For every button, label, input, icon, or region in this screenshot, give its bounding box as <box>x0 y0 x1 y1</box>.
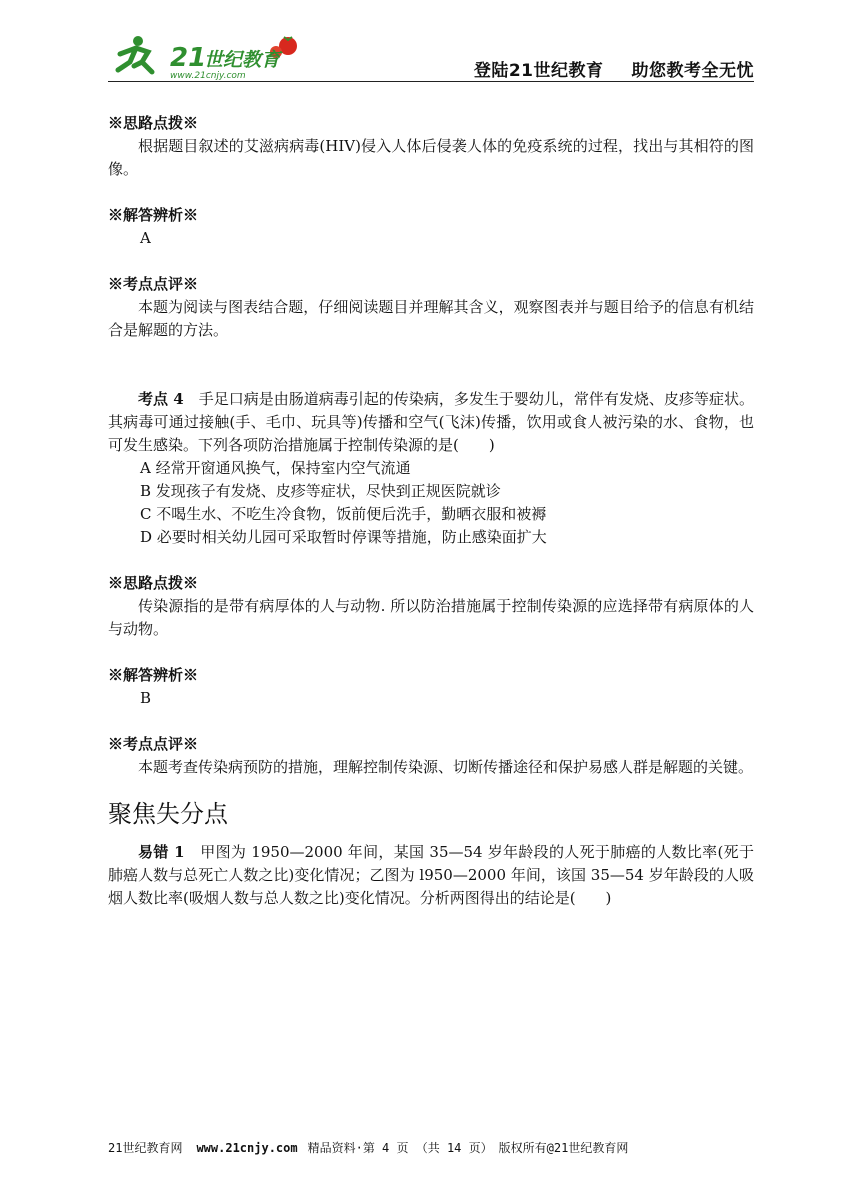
hint-body-1: 根据题目叙述的艾滋病病毒(HIV)侵入人体后侵袭人体的免疫系统的过程，找出与其相符的图像。 <box>108 137 754 178</box>
slogan-left: 登陆21世纪教育 <box>473 61 604 81</box>
question-4 <box>108 388 754 457</box>
error-1-tag: 易错 1 <box>138 843 185 861</box>
footer-copyright: 版权所有@21世纪教育网 <box>498 1141 629 1155</box>
header-divider <box>108 81 754 82</box>
option-a: A 经常开窗通风换气，保持室内空气流通 <box>140 459 411 477</box>
footer-site: www.21cnjy.com <box>196 1141 298 1155</box>
answer-value-1: A <box>140 229 151 247</box>
review-body-2: 本题考查传染病预防的措施，理解控制传染源、切断传播途径和保护易感人群是解题的关键。 <box>138 758 754 776</box>
answer-title-1: ※解答辨析※ <box>108 206 199 224</box>
error-question-1 <box>108 841 754 910</box>
header-slogan <box>474 56 754 81</box>
page-content <box>108 112 754 910</box>
page-header <box>108 30 754 82</box>
question-4-tag: 考点 4 <box>138 390 184 408</box>
answer-value-2: B <box>140 689 152 707</box>
footer-left: 21世纪教育网 <box>108 1141 183 1155</box>
footer-page-info: 精品资料·第 4 页 （共 14 页） <box>307 1141 487 1155</box>
hint-title-2: ※思路点拨※ <box>108 574 199 592</box>
svg-text:21: 21 <box>170 43 207 73</box>
slogan-right: 助您教考全无忧 <box>631 61 754 81</box>
option-c: C 不喝生水、不吃生冷食物，饭前便后洗手，勤晒衣服和被褥 <box>140 505 547 523</box>
review-body-1: 本题为阅读与图表结合题，仔细阅读题目并理解其含义，观察图表并与题目给予的信息有机结合是解题的方法。 <box>108 298 754 339</box>
hint-title-1: ※思路点拨※ <box>108 114 199 132</box>
review-title-1: ※考点点评※ <box>108 275 199 293</box>
question-4-body: 手足口病是由肠道病毒引起的传染病，多发生于婴幼儿，常伴有发烧、皮疹等症状。其病毒可通过接触(手、毛巾、玩具等)传播和空气(飞沫)传播，饮用或食人被污染的水、食物，也可发生感染。下列各项防治措施属于控制传染源的是( ) <box>108 390 754 454</box>
review-title-2: ※考点点评※ <box>108 735 199 753</box>
site-logo <box>108 32 308 80</box>
option-b: B 发现孩子有发烧、皮疹等症状，尽快到正规医院就诊 <box>140 482 501 500</box>
hint-body-2: 传染源指的是带有病厚体的人与动物. 所以防治措施属于控制传染源的应选择带有病原体的人与动物。 <box>108 597 754 638</box>
error-1-body: 甲图为 1950—2000 年间，某国 35—54 岁年龄段的人死于肺癌的人数比率(死于肺癌人数与总死亡人数之比)变化情况；乙图为 l950—2000 年间，该国 35—54 岁年龄段的人吸烟人数比率(吸烟人数与总人数之比)变化情况。分析两图得出的结论是( ) <box>108 843 754 907</box>
answer-title-2: ※解答辨析※ <box>108 666 199 684</box>
page-footer <box>108 1139 754 1156</box>
svg-text:世纪教育: 世纪教育 <box>204 49 281 71</box>
svg-text:www.21cnjy.com: www.21cnjy.com <box>170 71 246 80</box>
focus-section-title: 聚焦失分点 <box>108 800 228 828</box>
option-d: D 必要时相关幼儿园可采取暂时停课等措施，防止感染面扩大 <box>140 528 547 546</box>
